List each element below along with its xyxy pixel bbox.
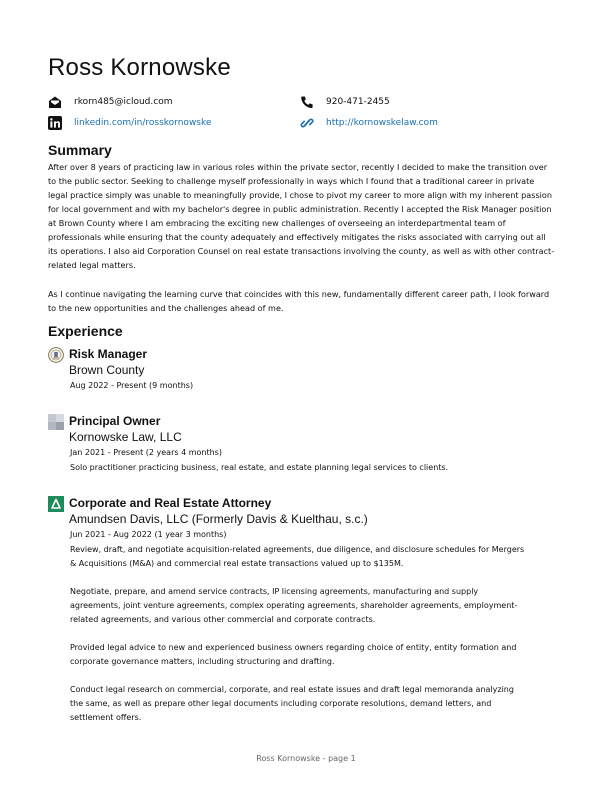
job-company: Brown County — [69, 363, 145, 377]
job-description: Provided legal advice to new and experienced business owners regarding choice of entity, entity formation and corporate governance matters, including structuring and drafting. — [70, 643, 517, 666]
job-description: Solo practitioner practicing business, real estate, and estate planning legal services to clients. — [70, 463, 449, 472]
contact-email[interactable] — [48, 94, 172, 110]
linkedin-icon — [48, 116, 62, 130]
job-dates: Jan 2021 - Present (2 years 4 months) — [70, 448, 222, 457]
job-title: Principal Owner — [69, 414, 161, 428]
job-description: Conduct legal research on commercial, corporate, and real estate issues and draft legal memoranda analyzing the same, as well as prepare other legal documents including corporate resolutions, demand letters, and settlement offers. — [70, 685, 514, 722]
contact-website[interactable] — [300, 115, 438, 131]
job-dates: Aug 2022 - Present (9 months) — [70, 381, 194, 390]
company-logo-placeholder-icon — [48, 414, 64, 430]
job-title: Corporate and Real Estate Attorney — [69, 496, 272, 510]
candidate-name: Ross Kornowske — [48, 54, 231, 81]
contact-linkedin[interactable] — [48, 115, 211, 131]
phone-text[interactable]: 920-471-2455 — [326, 97, 390, 107]
job-company: Kornowske Law, LLC — [69, 430, 182, 444]
email-text[interactable]: rkorn485@icloud.com — [74, 97, 173, 107]
contact-phone[interactable] — [300, 94, 390, 110]
experience-heading: Experience — [48, 323, 123, 339]
job-dates: Jun 2021 - Aug 2022 (1 year 3 months) — [70, 530, 227, 539]
linkedin-link[interactable]: linkedin.com/in/rosskornowske — [74, 118, 212, 128]
amundsen-davis-logo-icon — [48, 496, 64, 512]
summary-paragraph-2: As I continue navigating the learning curve that coincides with this new, fundamentally different career path, I look forward to the new opportunities and the challenges ahead of me. — [48, 289, 550, 313]
summary-heading: Summary — [48, 142, 112, 158]
email-icon — [48, 95, 62, 109]
job-description: Negotiate, prepare, and amend service contracts, IP licensing agreements, manufacturing and supply agreements, joint venture agreements, complex operating agreements, shareholder agreements, employment-related agreements, and various other commercial and corporate contracts. — [70, 587, 518, 624]
summary-paragraph-1: After over 8 years of practicing law in various roles within the private sector, recently I decided to make the transition over to the public sector. Seeking to challenge myself professionally in ways which I found that a traditional career in private legal practice simply was unable to meaningfully provide, I chose to pivot my career to more align with my inherent passion for local government and with my bachelor's degree in public administration. Recently I accepted the Risk Manager position at Brown County where I am embracing the exciting new challenges of overseeing an interdepartmental team of professionals while ensuring that the county adequately and effectively mitigates the risks associated with carrying out all its operations. I also aid Corporation Counsel on real estate transactions involving the county, as well as with other contract-related legal matters. — [48, 162, 555, 270]
job-description: Review, draft, and negotiate acquisition-related agreements, due diligence, and disclosure schedules for Mergers & Acquisitions (M&A) and commercial real estate transactions valued up to $135M. — [70, 545, 525, 568]
job-title: Risk Manager — [69, 347, 148, 361]
job-company: Amundsen Davis, LLC (Formerly Davis & Kuelthau, s.c.) — [69, 512, 368, 526]
county-seal-icon — [48, 347, 64, 363]
phone-icon — [300, 95, 314, 109]
link-icon — [300, 116, 314, 130]
website-link[interactable]: http://kornowskelaw.com — [326, 118, 438, 128]
page-footer: Ross Kornowske - page 1 — [256, 754, 356, 763]
